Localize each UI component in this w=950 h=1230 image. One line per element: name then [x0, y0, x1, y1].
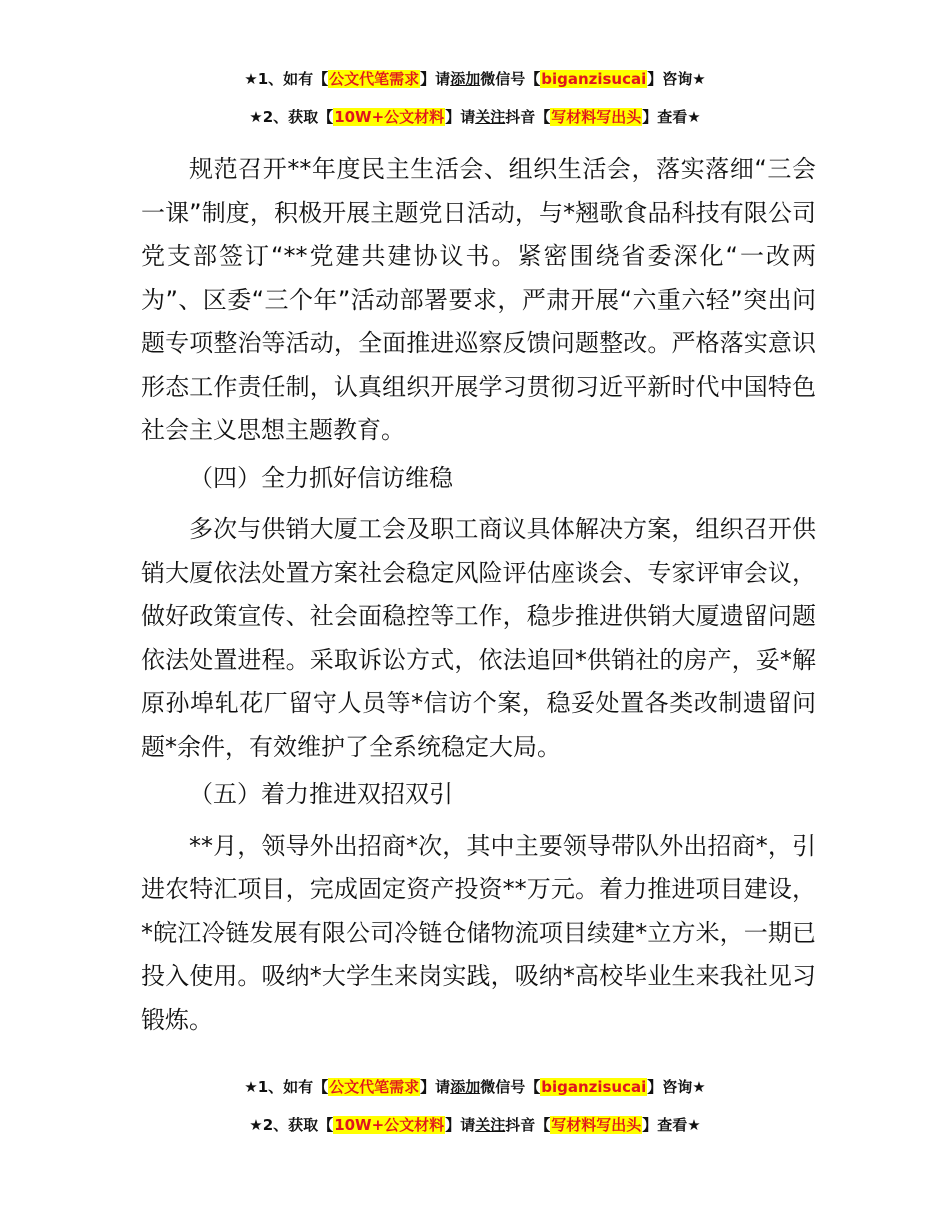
- paragraph-investment: **月，领导外出招商*次，其中主要领导带队外出招商*，引进农特汇项目，完成固定资产投资**万元。着力推进项目建设，*皖江冷链发展有限公司冷链仓储物流项目续建*立方米，一期已投入使用。吸纳*大学生来岗实践，吸纳*高校毕业生来我社见习锻炼。: [141, 831, 816, 1034]
- banner-text: 微信号【: [480, 70, 541, 88]
- banner-text: 】查看★: [642, 108, 701, 126]
- banner-text: 】请: [420, 70, 451, 88]
- banner-text: 】请: [420, 1078, 451, 1096]
- paragraph-party-building: 规范召开**年度民主生活会、组织生活会，落实落细“三会一课”制度，积极开展主题党日活动，与*翘歌食品科技有限公司党支部签订“**党建共建协议书。紧密围绕省委深化“一改两为”、区委“三个年”活动部署要求，严肃开展“六重六轻”突出问题专项整治等活动，全面推进巡察反馈问题整改。严格落实意识形态工作责任制，认真组织开展学习贯彻习近平新时代中国特色社会主义思想主题教育。: [141, 155, 816, 444]
- banner-highlight: 10W+公文材料: [334, 1116, 445, 1134]
- banner-highlight: biganzisucai: [541, 1078, 647, 1096]
- banner-text: ★1、如有【: [244, 1078, 329, 1096]
- banner-highlight: 公文代笔需求: [329, 1078, 420, 1096]
- banner-highlight: 写材料写出头: [551, 1116, 642, 1134]
- banner-text: 】咨询★: [647, 1078, 706, 1096]
- banner-text: 】请: [445, 1116, 476, 1134]
- section-heading-4: （四）全力抓好信访维稳: [189, 463, 453, 492]
- paragraph-petition-stability: 多次与供销大厦工会及职工商议具体解决方案，组织召开供销大厦依法处置方案社会稳定风险评估座谈会、专家评审会议，做好政策宣传、社会面稳控等工作，稳步推进供销大厦遗留问题依法处置进程。采取诉讼方式，依法追回*供销社的房产，妥*解原孙埠轧花厂留守人员等*信访个案，稳妥处置各类改制遗留问题*余件，有效维护了全系统稳定大局。: [141, 515, 816, 761]
- promo-banner-bottom-line1: [0, 1076, 950, 1098]
- banner-emphasis: 添加: [450, 1078, 481, 1096]
- banner-text: 】咨询★: [647, 70, 706, 88]
- banner-text: 抖音【: [505, 1116, 551, 1134]
- banner-text: ★2、获取【: [249, 1116, 334, 1134]
- promo-banner-top-line1: [0, 68, 950, 90]
- banner-highlight: 写材料写出头: [551, 108, 642, 126]
- banner-highlight: 10W+公文材料: [334, 108, 445, 126]
- banner-text: 微信号【: [480, 1078, 541, 1096]
- banner-text: ★1、如有【: [244, 70, 329, 88]
- banner-emphasis: 关注: [475, 108, 506, 126]
- section-heading-5: （五）着力推进双招双引: [189, 780, 453, 808]
- banner-highlight: 公文代笔需求: [329, 70, 420, 88]
- promo-banner-bottom-line2: [0, 1114, 950, 1136]
- banner-highlight: biganzisucai: [541, 70, 647, 88]
- banner-emphasis: 关注: [475, 1116, 506, 1134]
- banner-text: 】查看★: [642, 1116, 701, 1134]
- document-body: [141, 148, 816, 1042]
- banner-emphasis: 添加: [450, 70, 481, 88]
- promo-banner-top-line2: [0, 106, 950, 128]
- banner-text: 】请: [445, 108, 476, 126]
- banner-text: ★2、获取【: [249, 108, 334, 126]
- banner-text: 抖音【: [505, 108, 551, 126]
